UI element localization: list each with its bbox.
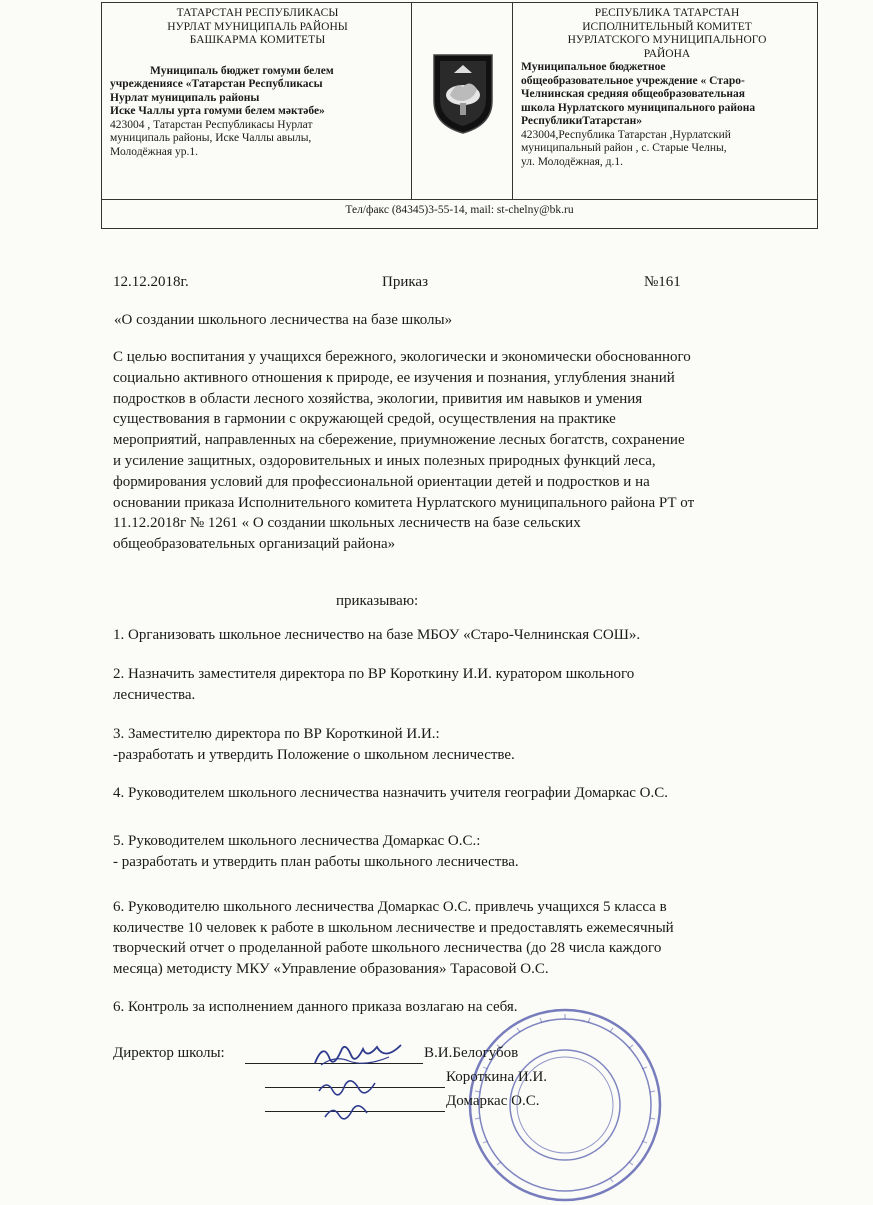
ru-org-5: РеспубликиТатарстан» [521,115,643,127]
order-item-1: 1. Организовать школьное лесничество на базе МБОУ «Старо-Челнинская СОШ». [113,627,641,643]
order-item-5-line: - разработать и утвердить план работы школьного лесничества. [113,853,519,870]
ru-heading-3: НУРЛАТСКОГО МУНИЦИПАЛЬНОГО [567,34,767,46]
ru-org-3: Челнинская средняя общеобразовательная [521,88,746,100]
order-item-6 [113,897,773,979]
order-item-6-line: месяца) методисту МКУ «Управление образования» Тарасовой О.С. [113,960,549,977]
tatar-address-1: 423004 , Татарстан Республикасы Нурлат [110,118,313,131]
header-divider [102,199,817,200]
order-item-3-line: -разработать и утвердить Положение о школьном лесничестве. [113,746,515,763]
signatory-3-name: Домаркас О.С. [446,1093,540,1109]
preamble-line: общеобразовательных организаций района» [113,536,396,553]
order-item-5 [113,831,773,872]
order-number: №161 [644,274,681,290]
preamble [113,347,773,555]
order-title: «О создании школьного лесничества на базе школы» [114,312,453,328]
ru-heading-2: ИСПОЛНИТЕЛЬНЫЙ КОМИТЕТ [582,20,752,33]
ru-org-4: школа Нурлатского муниципального района [521,101,756,114]
signature-block [113,1045,225,1062]
ru-org-2: общеобразовательное учреждение « Старо- [521,74,745,87]
tatar-org-1: Муниципаль бюджет гомуми белем [150,64,334,77]
order-item-6-line: творческий отчет о проделанной работе школьного лесничества (до 28 числа каждого [113,940,662,956]
order-item-2-line: 2. Назначить заместителя директора по ВР Короткину И.И. куратором школьного [113,666,635,682]
preamble-line: подростков в области лесного хозяйства, экологии, привития им навыков и умения [113,390,643,407]
tatar-heading-1: ТАТАРСТАН РЕСПУБЛИКАСЫ [176,7,339,19]
ru-address-3: ул. Молодёжная, д.1. [521,155,623,168]
ru-heading-4: РАЙОНА [643,47,691,60]
order-item-6-line: количестве 10 человек к работе в школьном лесничестве и предоставлять ежемесячный [113,919,674,936]
order-date: 12.12.2018г. [113,274,189,290]
signatory-2-name: Короткина И.И. [446,1069,548,1085]
order-type: Приказ [382,274,429,290]
tatar-heading-3: БАШКАРМА КОМИТЕТЫ [189,34,326,46]
order-item-3-line: 3. Заместителю директора по ВР Короткиной И.И.: [113,726,440,742]
ru-address-1: 423004,Республика Татарстан ,Нурлатский [521,128,731,141]
order-item-7: 6. Контроль за исполнением данного приказа возлагаю на себя. [113,999,518,1015]
preamble-line: основании приказа Исполнительного комитета Нурлатского муниципального района РТ от [113,494,695,511]
tatar-address-2: муниципаль районы, Иске Чаллы авылы, [110,132,312,144]
letterhead-tatar [102,3,412,199]
order-word: приказываю: [336,593,419,609]
letterhead-russian [512,3,817,199]
tatar-org-2: учреждениясе «Татарстан Республикасы [110,78,323,90]
preamble-line: формирования условий для профессиональной ориентации детей и подростков и на [113,473,650,490]
ru-heading-1: РЕСПУБЛИКА ТАТАРСТАН [594,7,740,19]
order-item-5-line: 5. Руководителем школьного лесничества Домаркас О.С.: [113,833,481,849]
order-item-4: 4. Руководителем школьного лесничества назначить учителя географии Домаркас О.С. [113,785,668,801]
order-item-2 [113,664,773,705]
director-label: Директор школы: [113,1045,225,1061]
order-item-3 [113,724,773,765]
ru-address-2: муниципальный район , с. Старые Челны, [521,142,727,154]
order-item-2-line: лесничества. [113,686,196,703]
letterhead [101,2,818,229]
preamble-line: мероприятий, направленных на сбережение, приумножение лесных богатств, сохранение [113,432,685,449]
coat-of-arms-icon [430,51,496,135]
tatar-org-3: Нурлат муниципаль районы [110,91,260,104]
preamble-line: и усиление защитных, оздоровительных и иных полезных природных функций леса, [113,452,656,469]
director-name: В.И.Белогубов [424,1045,519,1061]
tatar-heading-2: НУРЛАТ МУНИЦИПАЛЬ РАЙОНЫ [167,20,348,33]
tatar-org-4: Иске Чаллы урта гомуми белем мәктәбе» [110,105,325,117]
preamble-line: 11.12.2018г № 1261 « О создании школьных лесничеств на базе сельских [113,515,581,532]
ru-org-1: Муниципальное бюджетное [521,61,666,73]
order-item-6-line: 6. Руководителю школьного лесничества Домаркас О.С. привлечь учащихся 5 класса в [113,899,667,915]
handwritten-signatures-icon [305,1035,415,1125]
letterhead-emblem-column [412,3,512,199]
tatar-address-3: Молодёжная ур.1. [110,145,199,158]
preamble-line: социально активного отношения к природе, ее изучения и познания, углубления знаний [113,369,675,386]
contact-info: Тел/факс (84345)3-55-14, mail: st-chelny@bk.ru [345,204,574,216]
preamble-line: существования в гармонии с окружающей средой, осуществления на практике [113,411,616,428]
preamble-line: С целью воспитания у учащихся бережного, экологически и экономически обоснованного [113,349,691,365]
